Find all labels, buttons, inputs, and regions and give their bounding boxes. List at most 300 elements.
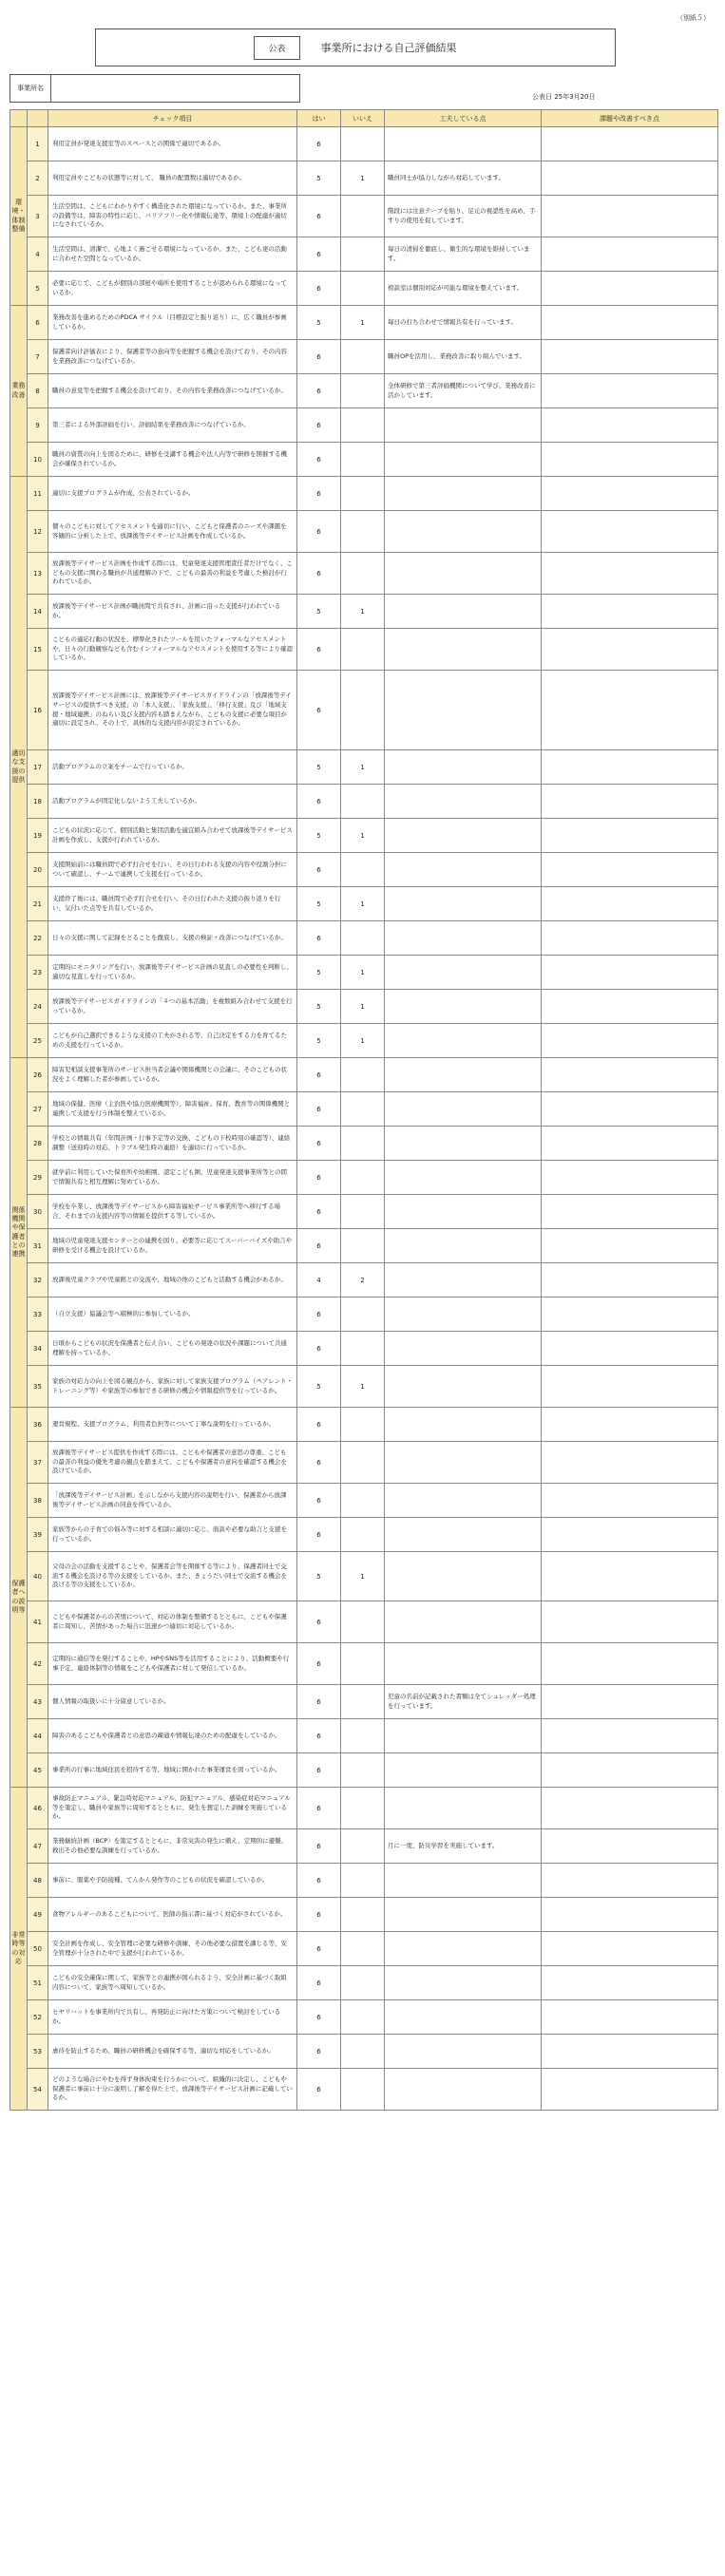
- row-number: 3: [28, 196, 48, 237]
- no-count: [341, 511, 385, 553]
- issue-note: [542, 272, 718, 306]
- check-item: 就学前に利用していた保育所や幼稚園、認定こども園、児童発達支援事業所等との間で情報共有と相互理解に努めているか。: [48, 1161, 297, 1195]
- effort-note: [385, 1092, 542, 1127]
- category-label: 保護者への説明等: [10, 1408, 28, 1788]
- issue-note: [542, 511, 718, 553]
- effort-note: [385, 1643, 542, 1685]
- issue-note: [542, 1058, 718, 1092]
- issue-note: [542, 306, 718, 340]
- check-item: 事故防止マニュアル、緊急時対応マニュアル、防犯マニュアル、感染症対応マニュアル等を策定し、職員や家族等に周知するとともに、発生を想定した訓練を実施しているか。: [48, 1788, 297, 1829]
- header-issue: 課題や改善すべき点: [542, 110, 718, 127]
- issue-note: [542, 1127, 718, 1161]
- check-item: こどもや保護者からの苦情について、対応の体制を整備するとともに、こどもや保護者に周知し、苦情があった場合に迅速かつ適切に対応しているか。: [48, 1601, 297, 1643]
- yes-count: 6: [297, 1753, 341, 1788]
- yes-count: 6: [297, 629, 341, 671]
- check-item: 生活空間は、清潔で、心地よく過ごせる環境になっているか。また、こども達の活動に合わせた空間となっているか。: [48, 237, 297, 272]
- effort-note: 毎日の打ち合わせで情報共有を行っています。: [385, 306, 542, 340]
- effort-note: 職員同士が協力しながら対応しています。: [385, 161, 542, 196]
- effort-note: [385, 1024, 542, 1058]
- category-label: 関係機関や保護者との連携: [10, 1058, 28, 1408]
- row-number: 29: [28, 1161, 48, 1195]
- table-row: [10, 1442, 718, 1484]
- appendix-label: （別紙５）: [677, 14, 710, 22]
- yes-count: 6: [297, 671, 341, 750]
- yes-count: 6: [297, 1518, 341, 1552]
- yes-count: 6: [297, 408, 341, 443]
- issue-note: [542, 1753, 718, 1788]
- yes-count: 6: [297, 1229, 341, 1263]
- issue-note: [542, 477, 718, 511]
- row-number: 9: [28, 408, 48, 443]
- table-row: [10, 237, 718, 272]
- table-row: [10, 272, 718, 306]
- evaluation-table: [10, 109, 718, 2111]
- yes-count: 6: [297, 785, 341, 819]
- effort-note: [385, 408, 542, 443]
- effort-note: [385, 1719, 542, 1753]
- table-row: [10, 1643, 718, 1685]
- check-item: 定期的に通信等を発行することや、HPやSNS等を活用することにより、活動概要や行事予定、連絡体制等の情報をこどもや保護者に対して発信しているか。: [48, 1643, 297, 1685]
- yes-count: 6: [297, 511, 341, 553]
- row-number: 18: [28, 785, 48, 819]
- yes-count: 6: [297, 340, 341, 374]
- category-label: 業務改善: [10, 306, 28, 477]
- table-row: [10, 1484, 718, 1518]
- check-item: こどもの適応行動の状況を、標準化されたツールを用いたフォーマルなアセスメントや、日々の行動観察なども含むインフォーマルなアセスメントを使用する等により確認しているか。: [48, 629, 297, 671]
- effort-note: 階段には注意テープを貼り、足元の視認性を高め、手すりの使用を促しています。: [385, 196, 542, 237]
- effort-note: [385, 1932, 542, 1966]
- no-count: 1: [341, 306, 385, 340]
- table-row: [10, 408, 718, 443]
- check-item: 利用定員が発達支援室等のスペースとの関係で適切であるか。: [48, 127, 297, 161]
- table-row: [10, 1229, 718, 1263]
- header-item: チェック項目: [48, 110, 297, 127]
- category-label: 適切な支援の提供: [10, 477, 28, 1058]
- business-name-field: [51, 74, 300, 103]
- row-number: 1: [28, 127, 48, 161]
- row-number: 39: [28, 1518, 48, 1552]
- effort-note: [385, 1366, 542, 1408]
- check-item: 障害児相談支援事業所のサービス担当者会議や関係機関との会議に、そのこどもの状況をよく理解した者が参画しているか。: [48, 1058, 297, 1092]
- effort-note: [385, 1484, 542, 1518]
- yes-count: 6: [297, 1442, 341, 1484]
- table-row: [10, 1195, 718, 1229]
- effort-note: [385, 1297, 542, 1332]
- issue-note: [542, 374, 718, 408]
- no-count: [341, 853, 385, 887]
- issue-note: [542, 1195, 718, 1229]
- no-count: [341, 272, 385, 306]
- yes-count: 6: [297, 1161, 341, 1195]
- check-item: 放課後等デイサービスガイドラインの「４つの基本活動」を複数組み合わせて支援を行っているか。: [48, 990, 297, 1024]
- yes-count: 6: [297, 1195, 341, 1229]
- issue-note: [542, 1263, 718, 1297]
- effort-note: [385, 1058, 542, 1092]
- effort-note: [385, 2069, 542, 2111]
- table-row: [10, 595, 718, 629]
- row-number: 28: [28, 1127, 48, 1161]
- yes-count: 5: [297, 161, 341, 196]
- effort-note: [385, 2035, 542, 2069]
- check-item: 食物アレルギーのあるこどもについて、医師の指示書に基づく対応がされているか。: [48, 1898, 297, 1932]
- no-count: [341, 921, 385, 956]
- issue-note: [542, 1829, 718, 1864]
- effort-note: [385, 1332, 542, 1366]
- table-row: [10, 1864, 718, 1898]
- no-count: [341, 1643, 385, 1685]
- effort-note: [385, 750, 542, 785]
- table-row: [10, 956, 718, 990]
- issue-note: [542, 629, 718, 671]
- yes-count: 5: [297, 595, 341, 629]
- effort-note: [385, 1966, 542, 2000]
- yes-count: 6: [297, 553, 341, 595]
- check-item: 業務改善を進めるためのPDCA サイクル（目標設定と振り返り）に、広く職員が参画しているか。: [48, 306, 297, 340]
- check-item: 生活空間は、こどもにわかりやすく構造化された環境になっているか。また、事業所の設備等は、障害の特性に応じ、バリアフリー化や情報伝達等、環境上の配慮が適切になされているか。: [48, 196, 297, 237]
- check-item: 放課後児童クラブや児童館との交流や、地域の他のこどもと活動する機会があるか。: [48, 1263, 297, 1297]
- row-number: 5: [28, 272, 48, 306]
- effort-note: [385, 671, 542, 750]
- row-number: 27: [28, 1092, 48, 1127]
- no-count: 1: [341, 819, 385, 853]
- check-item: 必要に応じて、こどもが個別の部屋や場所を使用することが認められる環境になっているか。: [48, 272, 297, 306]
- table-row: [10, 853, 718, 887]
- check-item: 定期的にモニタリングを行い、放課後等デイサービス計画の見直しの必要性を判断し、適切な見直しを行っているか。: [48, 956, 297, 990]
- effort-note: [385, 511, 542, 553]
- yes-count: 6: [297, 237, 341, 272]
- effort-note: [385, 1753, 542, 1788]
- no-count: [341, 237, 385, 272]
- effort-note: 相談室は個別対応が可能な環境を整えています。: [385, 272, 542, 306]
- issue-note: [542, 1161, 718, 1195]
- check-item: どのような場合にやむを得ず身体拘束を行うかについて、組織的に決定し、こどもや保護者に事前に十分に説明し了解を得た上で、放課後等デイサービス計画に記載しているか。: [48, 2069, 297, 2111]
- issue-note: [542, 1366, 718, 1408]
- table-row: [10, 511, 718, 553]
- check-item: ヒヤリハットを事業所内で共有し、再発防止に向けた方策について検討をしているか。: [48, 2000, 297, 2035]
- effort-note: [385, 990, 542, 1024]
- no-count: 1: [341, 990, 385, 1024]
- row-number: 53: [28, 2035, 48, 2069]
- yes-count: 6: [297, 1297, 341, 1332]
- check-item: 放課後等デイサービス計画には、放課後等デイサービスガイドラインの「放課後等デイサービスの提供すべき支援」の「本人支援」、「家族支援」、「移行支援」及び「地域支援・地域連携」のねらい及び支援内容も踏まえながら、こどもの支援に必要な項目が適切に設定され、その上で、具体的な支援内容が設定されているか。: [48, 671, 297, 750]
- issue-note: [542, 1552, 718, 1601]
- check-item: 活動プログラムが固定化しないよう工夫しているか。: [48, 785, 297, 819]
- yes-count: 6: [297, 1643, 341, 1685]
- row-number: 2: [28, 161, 48, 196]
- row-number: 41: [28, 1601, 48, 1643]
- row-number: 6: [28, 306, 48, 340]
- issue-note: [542, 1518, 718, 1552]
- no-count: 2: [341, 1263, 385, 1297]
- header-yes: はい: [297, 110, 341, 127]
- page-title: 事業所における自己評価結果: [320, 42, 457, 54]
- no-count: [341, 1408, 385, 1442]
- table-row: [10, 2069, 718, 2111]
- issue-note: [542, 127, 718, 161]
- yes-count: 6: [297, 1788, 341, 1829]
- effort-note: [385, 595, 542, 629]
- table-row: [10, 1024, 718, 1058]
- row-number: 49: [28, 1898, 48, 1932]
- no-count: [341, 1229, 385, 1263]
- table-row: [10, 477, 718, 511]
- row-number: 13: [28, 553, 48, 595]
- check-item: 学校との情報共有（年間計画・行事予定等の交換、こどもの下校時刻の確認等）、連絡調整（送迎時の対応、トラブル発生時の連絡）を適切に行っているか。: [48, 1127, 297, 1161]
- table-row: [10, 1601, 718, 1643]
- check-item: （自立支援）協議会等へ積極的に参加しているか。: [48, 1297, 297, 1332]
- row-number: 32: [28, 1263, 48, 1297]
- row-number: 44: [28, 1719, 48, 1753]
- row-number: 19: [28, 819, 48, 853]
- table-row: [10, 1898, 718, 1932]
- row-number: 34: [28, 1332, 48, 1366]
- effort-note: 全体研修で第三者評価機関について学び、業務改善に活かしています。: [385, 374, 542, 408]
- effort-note: [385, 887, 542, 921]
- table-row: [10, 306, 718, 340]
- no-count: 1: [341, 595, 385, 629]
- issue-note: [542, 1024, 718, 1058]
- issue-note: [542, 1643, 718, 1685]
- yes-count: 5: [297, 990, 341, 1024]
- table-row: [10, 2035, 718, 2069]
- issue-note: [542, 237, 718, 272]
- table-row: [10, 553, 718, 595]
- yes-count: 5: [297, 956, 341, 990]
- yes-count: 6: [297, 1864, 341, 1898]
- effort-note: [385, 1127, 542, 1161]
- effort-note: [385, 785, 542, 819]
- no-count: [341, 340, 385, 374]
- row-number: 45: [28, 1753, 48, 1788]
- row-number: 31: [28, 1229, 48, 1263]
- no-count: [341, 2035, 385, 2069]
- header-number: [28, 110, 48, 127]
- no-count: [341, 2000, 385, 2035]
- effort-note: 毎日の清掃を徹底し、衛生的な環境を維持しています。: [385, 237, 542, 272]
- check-item: 虐待を防止するため、職員の研修機会を確保する等、適切な対応をしているか。: [48, 2035, 297, 2069]
- yes-count: 5: [297, 1552, 341, 1601]
- table-row: [10, 1753, 718, 1788]
- yes-count: 5: [297, 306, 341, 340]
- check-item: 地域の児童発達支援センターとの連携を図り、必要等に応じてスーパーバイズや助言や研修を受ける機会を設けているか。: [48, 1229, 297, 1263]
- effort-note: [385, 1408, 542, 1442]
- table-row: [10, 196, 718, 237]
- no-count: [341, 1297, 385, 1332]
- effort-note: [385, 1161, 542, 1195]
- table-row: [10, 921, 718, 956]
- issue-note: [542, 1898, 718, 1932]
- table-row: [10, 127, 718, 161]
- table-row: [10, 374, 718, 408]
- table-row: [10, 1552, 718, 1601]
- no-count: [341, 1484, 385, 1518]
- publish-date: 公表日 25年3月20日: [532, 93, 596, 101]
- row-number: 54: [28, 2069, 48, 2111]
- table-row: [10, 1161, 718, 1195]
- row-number: 16: [28, 671, 48, 750]
- no-count: [341, 1753, 385, 1788]
- kohyo-label: 公表: [254, 36, 299, 60]
- effort-note: [385, 1552, 542, 1601]
- row-number: 10: [28, 443, 48, 477]
- issue-note: [542, 671, 718, 750]
- table-row: [10, 671, 718, 750]
- no-count: [341, 443, 385, 477]
- header-effort: 工夫している点: [385, 110, 542, 127]
- no-count: [341, 671, 385, 750]
- effort-note: 月に一度、防災学習を実施しています。: [385, 1829, 542, 1864]
- effort-note: [385, 1442, 542, 1484]
- no-count: [341, 477, 385, 511]
- yes-count: 6: [297, 1484, 341, 1518]
- no-count: [341, 1829, 385, 1864]
- table-row: [10, 1518, 718, 1552]
- effort-note: 職員OPを活用し、業務改善に取り組んでいます。: [385, 340, 542, 374]
- header-category: [10, 110, 28, 127]
- no-count: [341, 374, 385, 408]
- no-count: [341, 1058, 385, 1092]
- table-row: [10, 443, 718, 477]
- effort-note: [385, 1195, 542, 1229]
- effort-note: [385, 1518, 542, 1552]
- header-no: いいえ: [341, 110, 385, 127]
- effort-note: [385, 853, 542, 887]
- table-row: [10, 1932, 718, 1966]
- table-row: [10, 2000, 718, 2035]
- effort-note: [385, 2000, 542, 2035]
- row-number: 42: [28, 1643, 48, 1685]
- no-count: [341, 1932, 385, 1966]
- row-number: 47: [28, 1829, 48, 1864]
- category-label: 非常時等の対応: [10, 1788, 28, 2111]
- row-number: 24: [28, 990, 48, 1024]
- yes-count: 6: [297, 374, 341, 408]
- issue-note: [542, 340, 718, 374]
- no-count: [341, 1161, 385, 1195]
- row-number: 36: [28, 1408, 48, 1442]
- issue-note: [542, 1966, 718, 2000]
- issue-note: [542, 1932, 718, 1966]
- issue-note: [542, 2000, 718, 2035]
- table-row: [10, 1788, 718, 1829]
- check-item: 個々のこどもに対してアセスメントを適切に行い、こどもと保護者のニーズや課題を客観的に分析した上で、放課後等デイサービス計画を作成しているか。: [48, 511, 297, 553]
- table-row: [10, 990, 718, 1024]
- row-number: 17: [28, 750, 48, 785]
- row-number: 46: [28, 1788, 48, 1829]
- row-number: 43: [28, 1685, 48, 1719]
- issue-note: [542, 1408, 718, 1442]
- no-count: [341, 1601, 385, 1643]
- yes-count: 6: [297, 1685, 341, 1719]
- category-label: 環境・体制整備: [10, 127, 28, 306]
- effort-note: [385, 1898, 542, 1932]
- issue-note: [542, 956, 718, 990]
- check-item: 運営規程、支援プログラム、利用者負担等について丁寧な説明を行っているか。: [48, 1408, 297, 1442]
- title-box: [95, 28, 616, 66]
- row-number: 35: [28, 1366, 48, 1408]
- yes-count: 5: [297, 1366, 341, 1408]
- row-number: 4: [28, 237, 48, 272]
- row-number: 22: [28, 921, 48, 956]
- no-count: [341, 408, 385, 443]
- issue-note: [542, 990, 718, 1024]
- issue-note: [542, 1601, 718, 1643]
- table-row: [10, 1297, 718, 1332]
- row-number: 8: [28, 374, 48, 408]
- table-row: [10, 1966, 718, 2000]
- effort-note: [385, 443, 542, 477]
- no-count: 1: [341, 750, 385, 785]
- yes-count: 5: [297, 1024, 341, 1058]
- yes-count: 6: [297, 1127, 341, 1161]
- no-count: [341, 1864, 385, 1898]
- table-header-row: [10, 110, 718, 127]
- check-item: 業務継続計画（BCP）を策定するとともに、非常災害の発生に備え、定期的に避難、救出その他必要な訓練を行っているか。: [48, 1829, 297, 1864]
- issue-note: [542, 1685, 718, 1719]
- no-count: [341, 1518, 385, 1552]
- effort-note: [385, 1788, 542, 1829]
- row-number: 12: [28, 511, 48, 553]
- check-item: 支援終了後には、職員間で必ず打合せを行い、その日行われた支援の振り返りを行い、気付いた点等を共有しているか。: [48, 887, 297, 921]
- check-item: 安全計画を作成し、安全管理に必要な研修や訓練、その他必要な措置を講じる等、安全管理が十分された中で支援が行われているか。: [48, 1932, 297, 1966]
- no-count: [341, 1719, 385, 1753]
- effort-note: [385, 553, 542, 595]
- issue-note: [542, 161, 718, 196]
- yes-count: 6: [297, 2035, 341, 2069]
- row-number: 33: [28, 1297, 48, 1332]
- issue-note: [542, 887, 718, 921]
- table-row: [10, 340, 718, 374]
- yes-count: 6: [297, 127, 341, 161]
- yes-count: 6: [297, 1898, 341, 1932]
- check-item: 地域の保健、医療（主治医や協力医療機関等）、障害福祉、保育、教育等の関係機関と連携して支援を行う体制を整えているか。: [48, 1092, 297, 1127]
- row-number: 51: [28, 1966, 48, 2000]
- row-number: 23: [28, 956, 48, 990]
- no-count: 1: [341, 1024, 385, 1058]
- row-number: 14: [28, 595, 48, 629]
- check-item: 保護者向け評価表により、保護者等の意向等を把握する機会を設けており、その内容を業務改善につなげているか。: [48, 340, 297, 374]
- yes-count: 6: [297, 2069, 341, 2111]
- effort-note: [385, 1263, 542, 1297]
- check-item: 職員の意見等を把握する機会を設けており、その内容を業務改善につなげているか。: [48, 374, 297, 408]
- table-row: [10, 819, 718, 853]
- check-item: 日々の支援に関して記録をとることを徹底し、支援の検証・改善につなげているか。: [48, 921, 297, 956]
- check-item: 利用定員やこどもの状態等に対して、 職員の配置数は適切であるか。: [48, 161, 297, 196]
- effort-note: [385, 629, 542, 671]
- no-count: [341, 785, 385, 819]
- row-number: 26: [28, 1058, 48, 1092]
- check-item: 放課後等デイサービス提供を作成する際には、こどもや保護者の意思の尊重、こどもの最善の利益の優先考慮の観点を踏まえて、こどもや保護者の意向を確認する機会を設けているか。: [48, 1442, 297, 1484]
- no-count: [341, 1127, 385, 1161]
- yes-count: 6: [297, 853, 341, 887]
- issue-note: [542, 1297, 718, 1332]
- row-number: 15: [28, 629, 48, 671]
- no-count: 1: [341, 1552, 385, 1601]
- no-count: [341, 1092, 385, 1127]
- check-item: 事前に、服薬や予防接種、てんかん発作等のこどもの状況を確認しているか。: [48, 1864, 297, 1898]
- effort-note: 児童の名前が記載された書類は全てシュレッダー処理を行っています。: [385, 1685, 542, 1719]
- check-item: 支援開始前には職員間で必ず打合せを行い、その日行われる支援の内容や役割分担について確認し、チームで連携して支援を行っているか。: [48, 853, 297, 887]
- row-number: 21: [28, 887, 48, 921]
- row-number: 7: [28, 340, 48, 374]
- issue-note: [542, 1092, 718, 1127]
- yes-count: 6: [297, 1601, 341, 1643]
- yes-count: 6: [297, 1829, 341, 1864]
- yes-count: 6: [297, 1092, 341, 1127]
- row-number: 25: [28, 1024, 48, 1058]
- issue-note: [542, 1442, 718, 1484]
- table-row: [10, 629, 718, 671]
